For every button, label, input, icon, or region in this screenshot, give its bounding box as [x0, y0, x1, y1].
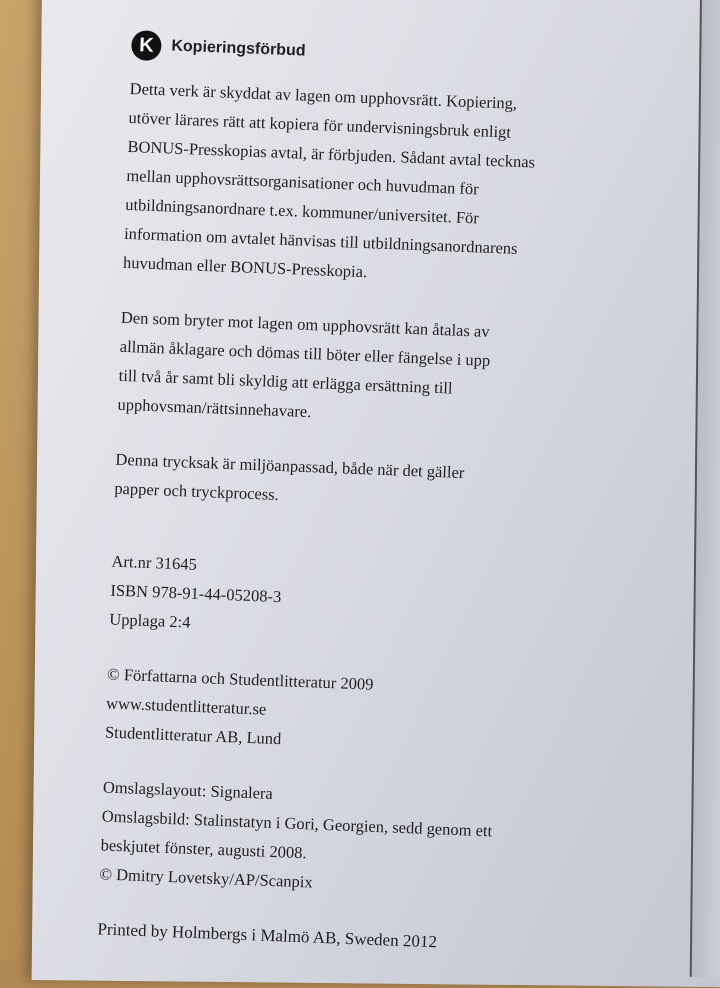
text-line: © Dmitry Lovetsky/AP/Scanpix [99, 864, 314, 892]
header-title: Kopieringsförbud [171, 37, 306, 60]
publisher-name: Studentlitteratur AB, Lund [104, 722, 282, 749]
text-line: Omslagslayout: Signalera [102, 777, 274, 803]
text-line: utbildningsanordnare t.ex. kommuner/universitet. För [124, 194, 480, 228]
text-line: beskjutet fönster, augusti 2008. [100, 835, 307, 863]
article-number: Art.nr 31645 [111, 551, 198, 574]
text-line: huvudman eller BONUS-Presskopia. [122, 252, 368, 282]
website: www.studentlitteratur.se [105, 693, 267, 719]
cover-credits [99, 772, 573, 906]
text-line: Den som bryter mot lagen om upphovsrätt kan åtalas av [120, 307, 490, 341]
edition: Upplaga 2:4 [109, 609, 191, 632]
text-line: Denna trycksak är miljöanpassad, både när det gäller [115, 449, 465, 483]
copyright-paragraph [123, 74, 600, 295]
colophon-content [97, 30, 602, 961]
isbn: ISBN 978-91-44-05208-3 [110, 580, 282, 607]
text-line: Omslagsbild: Stalinstatyn i Gori, Georgien, sedd genom ett [101, 806, 493, 841]
text-line: till två år samt bli skyldig att erlägga ersättning till [118, 365, 453, 398]
k-logo-icon: K [131, 30, 162, 61]
text-line: allmän åklagare och dömas till böter eller fängelse i upp [119, 336, 491, 370]
text-line: Detta verk är skyddat av lagen om upphovsrätt. Kopiering, [129, 78, 518, 113]
publication-info [109, 547, 582, 652]
text-line: utöver lärares rätt att kopiera för undervisningsbruk enligt [128, 107, 512, 142]
publisher-info [104, 660, 577, 765]
penalty-paragraph [117, 303, 591, 437]
next-page-edge [690, 0, 720, 977]
copyright-line: © Författarna och Studentlitteratur 2009 [106, 664, 374, 694]
text-line: information om avtalet hänvisas till utbildningsanordnarens [123, 223, 518, 258]
text-line: mellan upphovsrättsorganisationer och huvudman för [126, 165, 480, 199]
text-line: papper och tryckprocess. [114, 478, 280, 504]
text-line: BONUS-Presskopias avtal, är förbjuden. Sådant avtal tecknas [127, 136, 536, 172]
printed-by: Printed by Holmbergs i Malmö AB, Sweden 2012 [97, 919, 438, 952]
text-line: upphovsman/rättsinnehavare. [117, 394, 312, 422]
